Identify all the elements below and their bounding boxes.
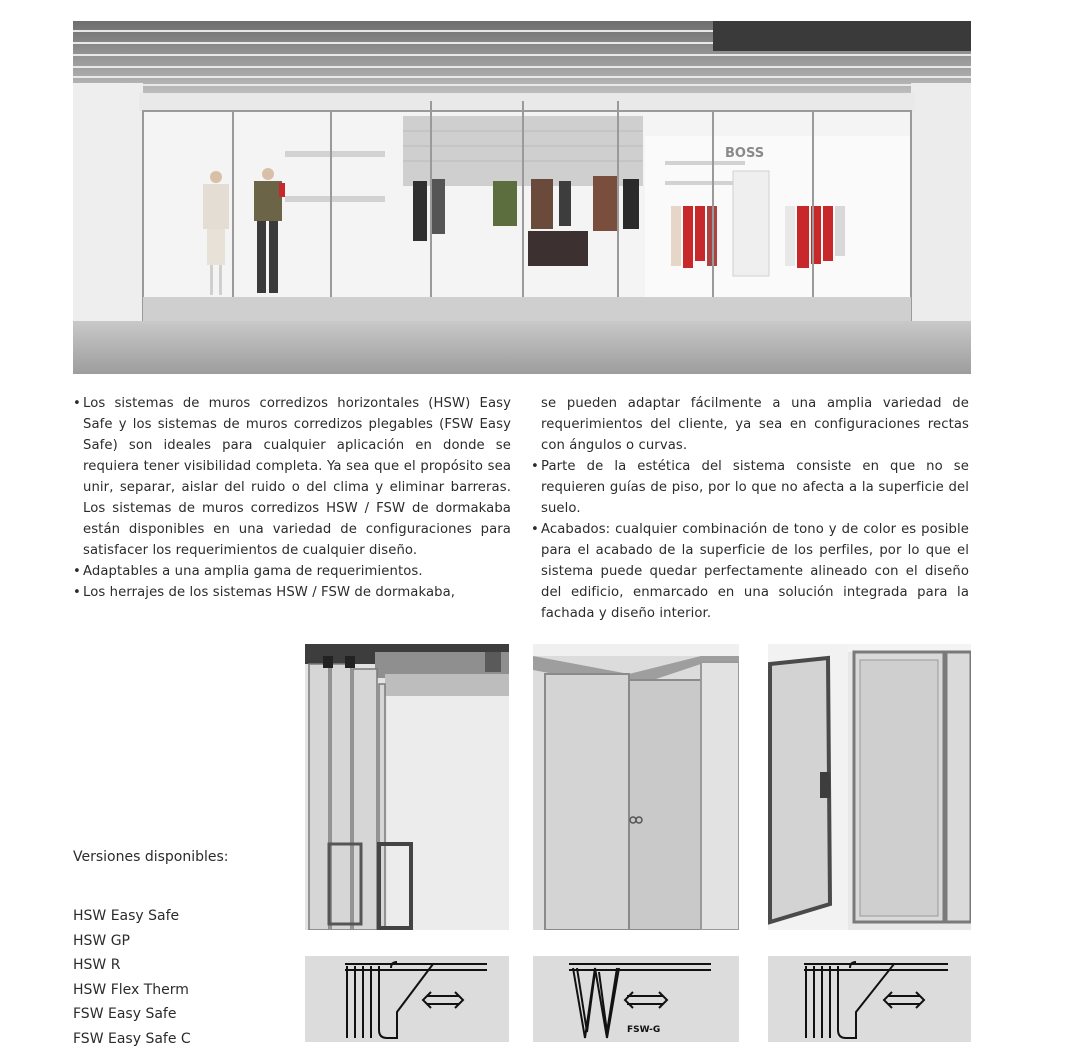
storefront-photo bbox=[73, 21, 971, 374]
feature-item-continuation: se pueden adaptar fácilmente a una amplia variedad de requerimientos del cliente, ya sea en configuraciones rectas con ángulos o curvas. bbox=[541, 396, 969, 453]
folding-panels-illustration bbox=[533, 644, 739, 930]
feature-item: • Parte de la estética del sistema consiste en que no se requieren guías de piso, por lo que no afecta a la superficie del suelo. bbox=[531, 456, 969, 519]
stacking-diagram-illustration bbox=[305, 956, 509, 1042]
version-item: FSW Easy Safe C bbox=[73, 1030, 191, 1047]
diagram-fsw-folding bbox=[533, 956, 739, 1042]
feature-list-1 bbox=[73, 393, 511, 603]
stacked-panels-illustration bbox=[305, 644, 509, 930]
folding-diagram-illustration bbox=[533, 956, 739, 1042]
diagram-label: FSW-G bbox=[627, 1025, 661, 1035]
description-column-2 bbox=[531, 393, 969, 624]
versions-list bbox=[73, 904, 191, 1051]
version-item: HSW Flex Therm bbox=[73, 981, 189, 998]
feature-list-2 bbox=[531, 456, 969, 624]
version-item: HSW GP bbox=[73, 932, 130, 949]
version-item: FSW Easy Safe bbox=[73, 1006, 177, 1022]
feature-item: • Acabados: cualquier combinación de tono y de color es posible para el acabado de la superficie de los perfiles, por lo que el sistema puede quedar perfectamente alineado con el diseño del edificio, enmarcado en una solución integrada para la fachada y diseño interior. bbox=[531, 519, 969, 624]
diagram-hsw-stack bbox=[305, 956, 509, 1042]
product-photo-hsw-stacked bbox=[305, 644, 509, 930]
product-photo-hsw-door bbox=[768, 644, 971, 930]
product-photo-fsw-folding bbox=[533, 644, 739, 930]
version-item: HSW Easy Safe bbox=[73, 908, 180, 924]
description-column-1 bbox=[73, 393, 511, 603]
feature-item: • Los sistemas de muros corredizos horizontales (HSW) Easy Safe y los sistemas de muros corredizos plegables (FSW Easy Safe) son ideales para cualquier aplicación en donde se requiera tener visibilidad completa. Ya sea que el propósito sea unir, separar, aislar del ruido o del clima y eliminar barreras. Los sistemas de muros corredizos HSW / FSW de dormakaba están disponibles en una variedad de configuraciones para satisfacer los requerimientos de cualquier diseño. bbox=[73, 393, 511, 561]
feature-item: • Adaptables a una amplia gama de requerimientos. bbox=[73, 561, 511, 582]
feature-item: • Los herrajes de los sistemas HSW / FSW de dormakaba, bbox=[73, 582, 511, 603]
store-sign-text: BOSS bbox=[725, 146, 765, 161]
door-stack-diagram-illustration bbox=[768, 956, 971, 1042]
pivot-door-illustration bbox=[768, 644, 971, 930]
version-item: HSW R bbox=[73, 957, 121, 973]
versions-heading: Versiones disponibles: bbox=[73, 849, 229, 865]
diagram-hsw-door-stack bbox=[768, 956, 971, 1042]
storefront-illustration bbox=[73, 21, 971, 374]
